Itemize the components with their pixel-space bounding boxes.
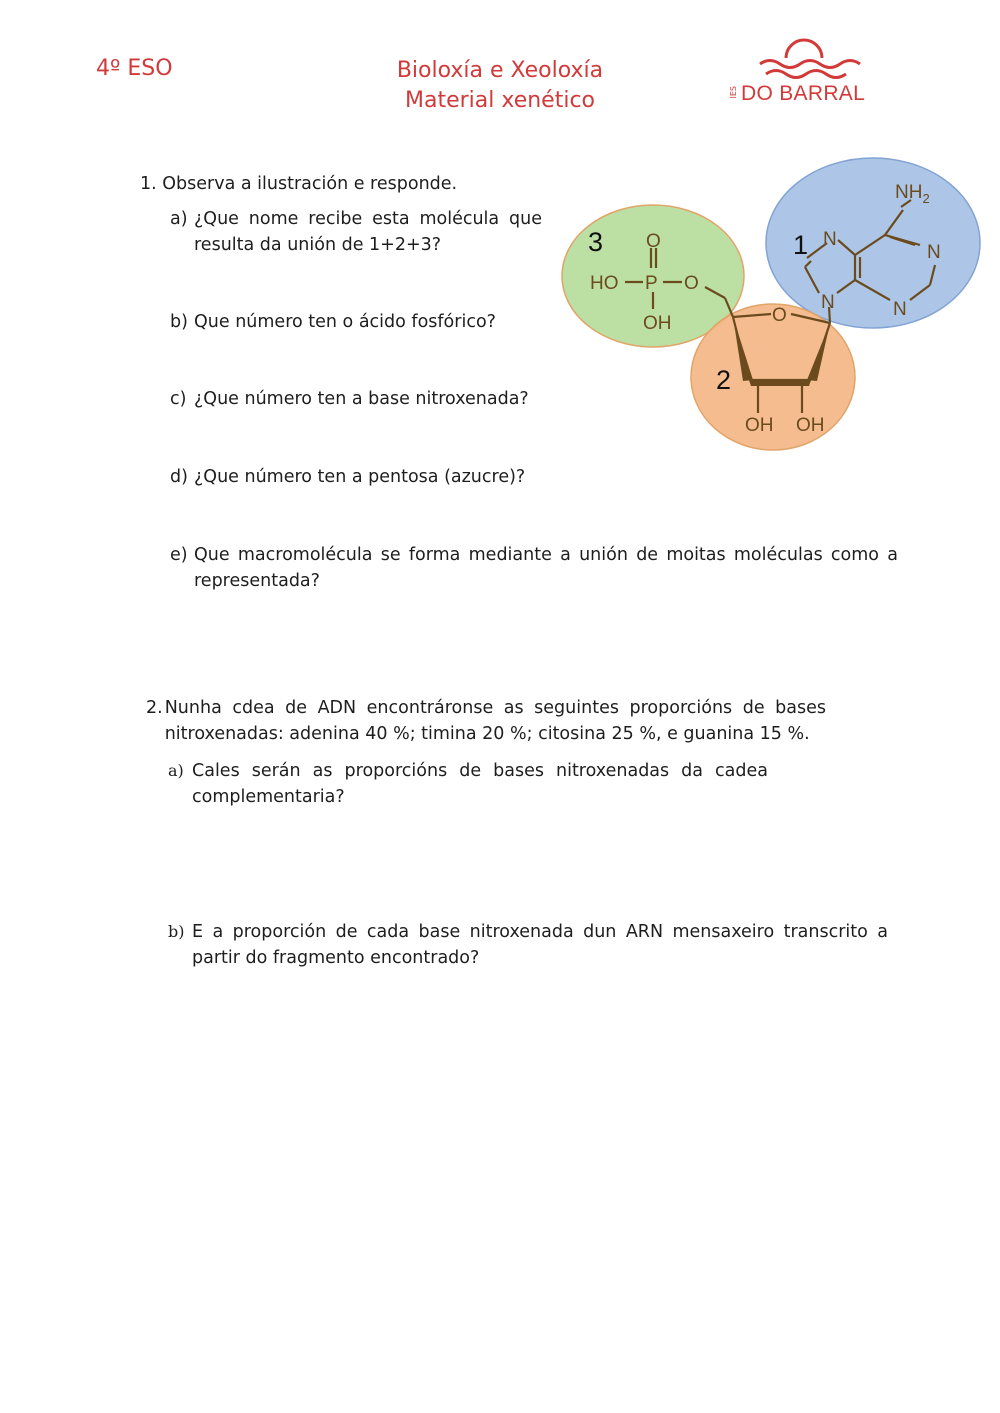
nh2-text: NH (895, 182, 923, 203)
question-2-heading (146, 695, 826, 747)
label-phosphate: 3 (588, 227, 604, 257)
item-label: b) (170, 312, 188, 332)
question-1-number: 1. (140, 174, 157, 194)
nh2-subscript: 2 (922, 191, 930, 206)
school-name: DO BARRAL (741, 82, 866, 105)
atom-o-ester: O (684, 273, 699, 294)
subject-title: Bioloxía e Xeoloxía (396, 58, 604, 83)
question-2-number: 2. (146, 698, 163, 718)
atom-p: P (645, 273, 658, 294)
page-title (300, 56, 700, 116)
question-1c (170, 386, 590, 412)
label-base: 1 (793, 230, 809, 260)
item-text: E a proporción de cada base nitroxenada dun ARN mensaxeiro transcrito a partir do fragmento encontrado? (192, 922, 888, 968)
item-label: e) (170, 545, 188, 565)
item-label: a) (170, 209, 188, 229)
atom-n3: N (893, 299, 907, 320)
item-text: Cales serán as proporcións de bases nitroxenadas da cadea complementaria? (192, 761, 768, 807)
question-1-heading (140, 171, 457, 197)
question-1a (170, 206, 542, 258)
atom-o-double: O (646, 231, 661, 252)
question-1e (170, 542, 898, 594)
question-1-text: Observa a ilustración e responde. (162, 174, 458, 194)
item-text: Que macromolécula se forma mediante a unión de moitas moléculas como a representada? (194, 545, 898, 591)
course-label: 4º ESO (96, 56, 173, 81)
nucleotide-diagram (555, 155, 985, 455)
atom-ho: HO (590, 273, 619, 294)
item-text: ¿Que número ten a pentosa (azucre)? (194, 467, 526, 487)
item-label: d) (170, 467, 188, 487)
atom-n7: N (823, 229, 837, 250)
atom-n1: N (927, 242, 941, 263)
question-1b (170, 309, 590, 335)
item-label: b) (168, 922, 185, 941)
question-1d (170, 464, 590, 490)
school-prefix: IES (729, 86, 738, 99)
question-2-text: Nunha cdea de ADN encontráronse as seguintes proporcións de bases nitroxenadas: adenina 40 %; timina 20 %; citosina 25 %, e guanina 15 %. (164, 698, 826, 744)
question-2b (168, 919, 888, 971)
school-logo (718, 28, 886, 110)
atom-n9: N (821, 292, 835, 313)
atom-oh-2prime: OH (745, 415, 774, 436)
atom-o-ring: O (772, 305, 787, 326)
atom-oh-3prime: OH (796, 415, 825, 436)
question-2a (168, 758, 768, 810)
item-label: a) (168, 761, 184, 780)
item-text: ¿Que nome recibe esta molécula que resulta da unión de 1+2+3? (194, 209, 542, 255)
item-text: ¿Que número ten a base nitroxenada? (194, 389, 529, 409)
atom-oh-phosphate: OH (643, 313, 672, 334)
item-text: Que número ten o ácido fosfórico? (194, 312, 496, 332)
item-label: c) (170, 389, 187, 409)
label-sugar: 2 (716, 365, 732, 395)
topic-title: Material xenético (404, 88, 596, 113)
